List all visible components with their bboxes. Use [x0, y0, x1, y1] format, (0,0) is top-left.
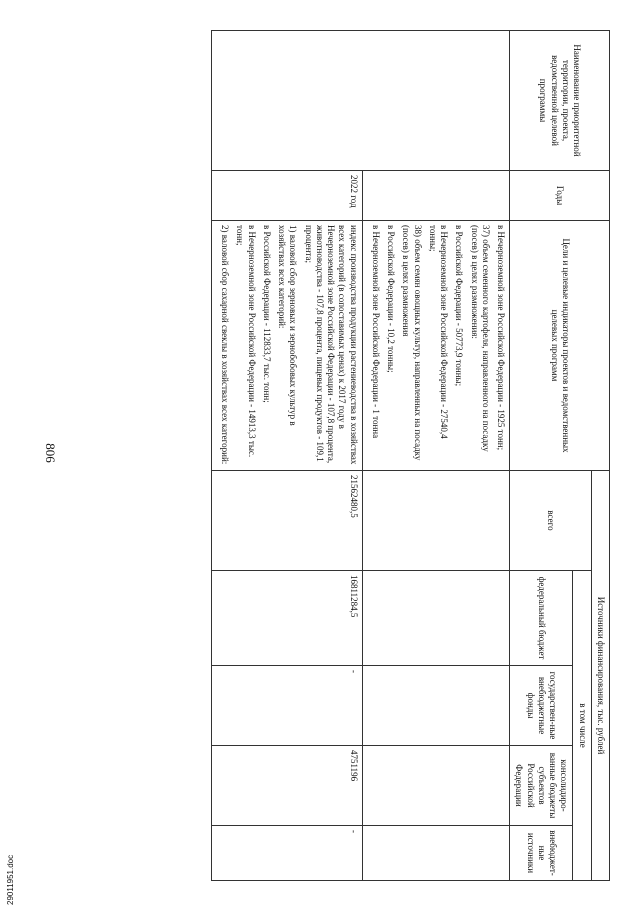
regional-cell: 4751196	[212, 746, 363, 826]
footer-doc-id: 29011951.doc	[6, 854, 15, 905]
col-federal-header: федеральный бюджет	[510, 571, 573, 666]
goal-line: в Нечерноземной зоне Российской Федерации - 27540,4 тонны;	[428, 225, 450, 439]
goal-line: в Нечерноземной зоне Российской Федерации - 1 тонна	[371, 225, 381, 439]
state-funds-cell: -	[212, 666, 363, 746]
col-name-header: Наименование приоритетной территории, проекта, ведомственной целевой программы	[510, 31, 610, 171]
goal-line: индекс производства продукции растениеводства в хозяйствах всех категорий (в сопоставимых ценах) к 2017 году в Нечерноземной зоне Российской Федерации - 107,8 процента, животноводства - 107,8 процента, пищевых продуктов - 109,1 процента;	[303, 225, 359, 465]
goal-line: в Российской Федерации - 10,2 тонны;	[386, 225, 397, 373]
federal-cell	[362, 571, 510, 666]
col-state-funds-header: государствен-ные внебюджетные фонды	[510, 666, 573, 746]
col-regional-header: консолидиро-ванные бюджеты субъектов Российской Федерации	[510, 746, 573, 826]
name-cell	[212, 31, 510, 171]
federal-cell: 16811284,5	[212, 571, 363, 666]
extra-cell: -	[212, 826, 363, 881]
state-funds-cell	[362, 666, 510, 746]
year-cell	[362, 171, 510, 221]
col-total-header: всего	[510, 471, 592, 571]
goal-line: в Российской Федерации - 112833,7 тыс. тонн;	[262, 225, 272, 403]
table-row	[362, 31, 510, 881]
goal-line: в Нечерноземной зоне Российской Федерации - 14913,3 тыс. тонн;	[235, 225, 257, 458]
col-years-header: Годы	[510, 171, 610, 221]
goal-line: 2) валовой сбор сахарной свеклы в хозяйствах всех категорий:	[220, 225, 231, 465]
col-goals-header: Цели и целевые индикаторы проектов и ведомственных целевых программ	[510, 221, 610, 471]
total-cell: 21562480,5	[212, 471, 363, 571]
total-cell	[362, 471, 510, 571]
goals-cell	[212, 221, 363, 471]
page-number: 806	[42, 443, 58, 463]
goal-line: 37) объем семенного картофеля, направленного на посадку (посев) в целях размножения:	[469, 225, 491, 452]
col-sources-header: Источники финансирования, тыс. рублей	[591, 471, 609, 881]
goal-line: в Нечерноземной зоне Российской Федерации - 1925 тонн;	[496, 225, 507, 451]
regional-cell	[362, 746, 510, 826]
goal-line: 38) объем семян овощных культур, направленных на посадку (посев) в целях размножения	[401, 225, 423, 461]
extra-cell	[362, 826, 510, 881]
goal-line: в Российской Федерации - 50773,9 тонны;	[454, 225, 465, 387]
financing-table	[70, 30, 610, 880]
col-extra-header: внебюджет-ные источники	[510, 826, 573, 881]
goals-cell	[362, 221, 510, 471]
year-cell: 2022 год	[212, 171, 363, 221]
goal-line: 1) валовой сбор зерновых и зернобобовых культур в хозяйствах всех категорий:	[277, 225, 299, 426]
col-including-header: в том числе	[573, 571, 591, 881]
